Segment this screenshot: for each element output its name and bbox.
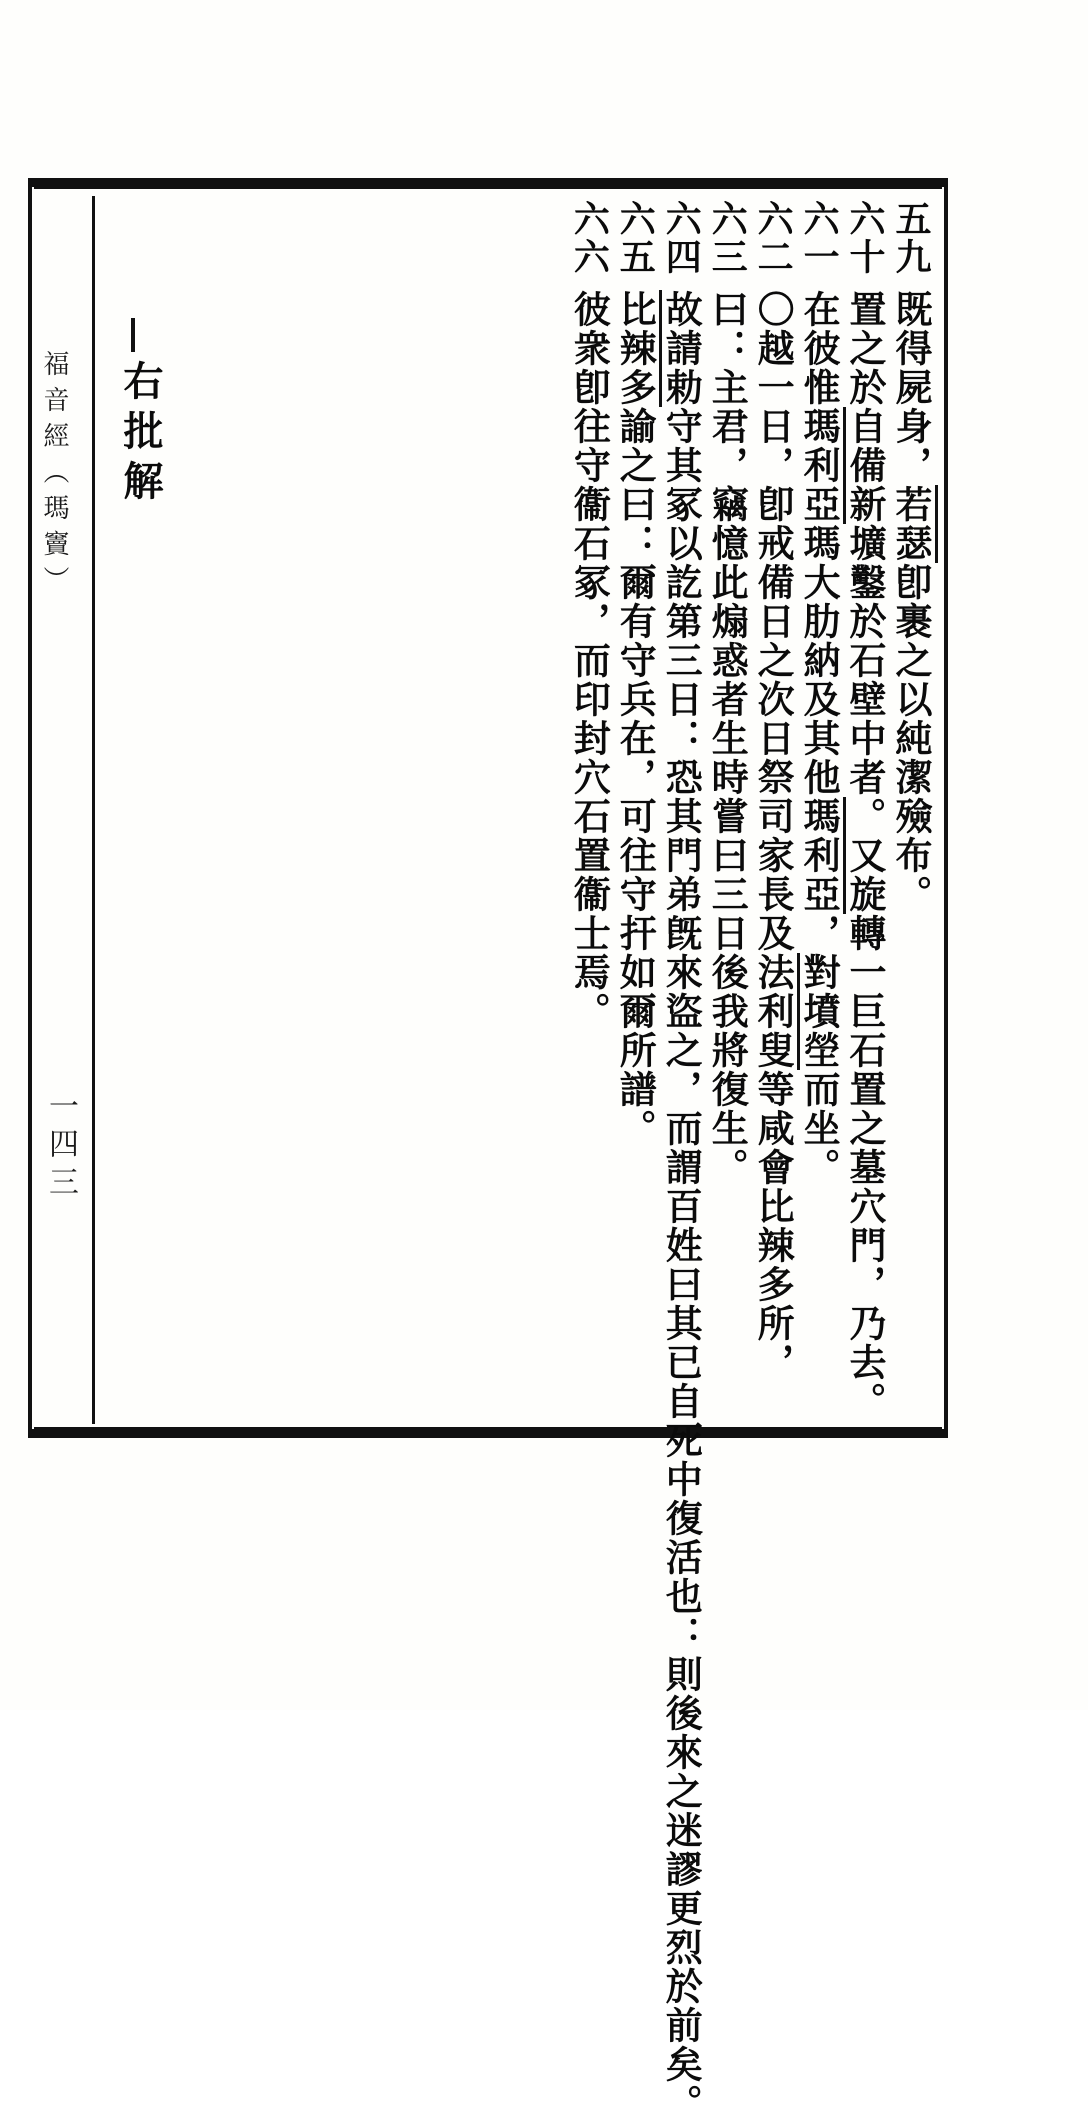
commentary-heading: 右批解 [117, 360, 164, 510]
verse-number: 六十 [844, 200, 887, 276]
verse-text: 〇越一日，卽戒備日之次日祭司家長及法利叟等咸會比辣多所， [751, 290, 795, 1382]
verse-number: 六二 [752, 200, 795, 276]
verse-text: 既得屍身，若瑟卽裹之以純潔殮布。 [889, 290, 933, 914]
verse-number: 五九 [890, 200, 932, 276]
verse-column [797, 196, 842, 1405]
verse-number: 六一 [798, 200, 841, 276]
proper-noun: 瑪利亞 [797, 797, 846, 914]
verse-text: 彼衆卽往守衞石冢，而印封穴石置衞士焉。 [567, 290, 612, 1031]
verse-column [705, 196, 750, 1405]
verse-column [659, 196, 704, 2123]
verse-column [843, 196, 888, 1421]
verse-column [613, 196, 658, 1405]
verse-text: 置之於自備新壙鑿於石壁中者。又旋轉一巨石置之墓穴門，乃去。 [843, 290, 888, 1421]
proper-noun: 瑪利亞 [797, 407, 846, 524]
verse-number: 六三 [706, 200, 749, 276]
margin-book-title: 福音經（瑪竇） [39, 350, 69, 602]
column-divider-rule [92, 196, 95, 1424]
verse-column [751, 196, 796, 1405]
verse-column [889, 196, 933, 1405]
proper-noun: 比辣多 [613, 290, 662, 407]
verse-text: 曰：主君，竊憶此煽惑者生時嘗曰三日後我將復生。 [705, 290, 750, 1187]
verse-number: 六五 [614, 200, 657, 276]
margin-page-number: 一四三 [43, 1090, 78, 1204]
verse-text: 在彼惟瑪利亞瑪大肋納及其他瑪利亞，對墳塋而坐。 [797, 290, 841, 1187]
verse-column [567, 196, 612, 1405]
proper-noun: 若瑟 [889, 485, 938, 563]
verse-text-area [100, 196, 933, 2123]
verse-text: 比辣多諭之曰：爾有守兵在，可往守扞如爾所譜。 [613, 290, 657, 1148]
proper-noun: 法利叟 [751, 953, 800, 1070]
verse-number: 六四 [660, 200, 703, 276]
verse-number: 六六 [568, 200, 611, 276]
verse-text: 故請勅守其冢以訖第三日：恐其門弟旣來盜之，而謂百姓曰其已自死中復活也：則後來之迷謬更烈於前矣。 [659, 290, 704, 2123]
